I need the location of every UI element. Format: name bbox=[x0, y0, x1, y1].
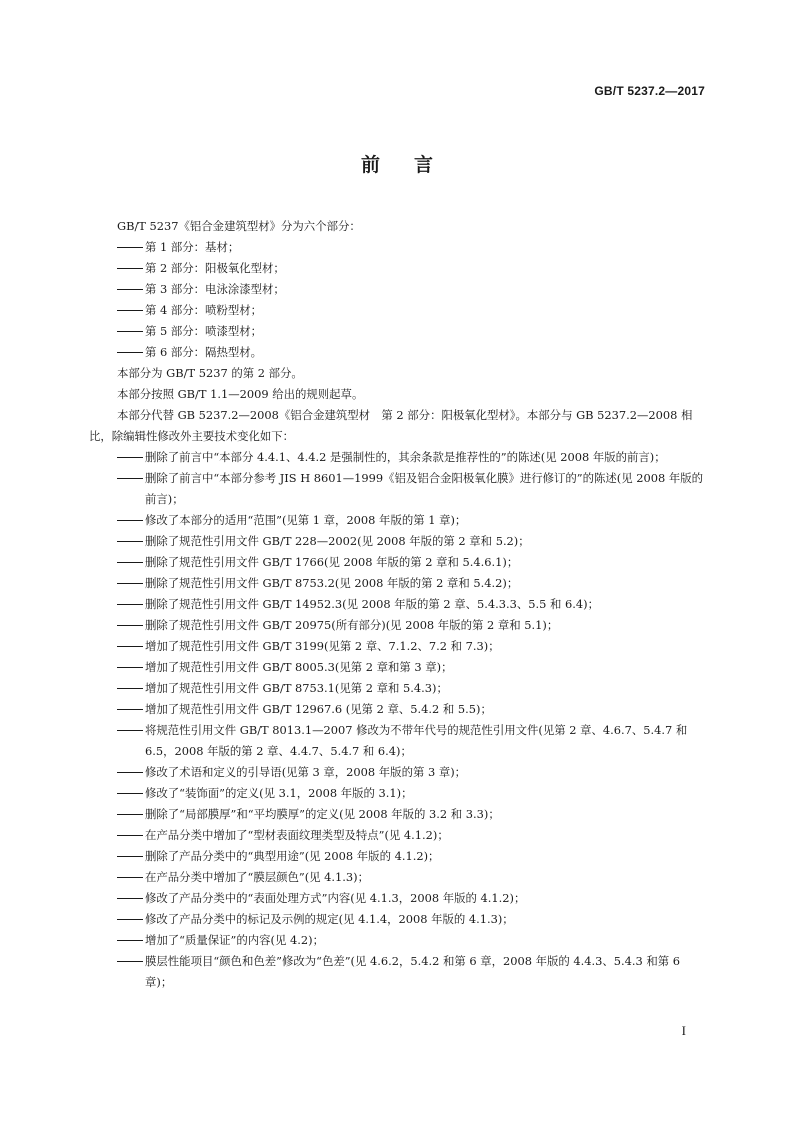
change-item: 增加了规范性引用文件 GB/T 8753.1(见第 2 章和 5.4.3)； bbox=[89, 678, 705, 699]
change-item: 在产品分类中增加了“膜层颜色”(见 4.1.3)； bbox=[89, 867, 705, 888]
list-item-part-1: 第 1 部分：基材； bbox=[89, 237, 705, 258]
replaces-statement: 本部分代替 GB 5237.2—2008《铝合金建筑型材 第 2 部分：阳极氧化型材》。本部分与 GB 5237.2—2008 相比，除编辑性修改外主要技术变化如下： bbox=[89, 408, 693, 443]
list-item-part-2: 第 2 部分：阳极氧化型材； bbox=[89, 258, 705, 279]
change-item: 修改了术语和定义的引导语(见第 3 章，2008 年版的第 3 章)； bbox=[89, 762, 705, 783]
list-item-part-3: 第 3 部分：电泳涂漆型材； bbox=[89, 279, 705, 300]
change-item: 修改了本部分的适用“范围”(见第 1 章，2008 年版的第 1 章)； bbox=[89, 510, 705, 531]
change-item: 在产品分类中增加了“型材表面纹理类型及特点”(见 4.1.2)； bbox=[89, 825, 705, 846]
page-number: I bbox=[681, 1023, 686, 1038]
change-item: 增加了规范性引用文件 GB/T 8005.3(见第 2 章和第 3 章)； bbox=[89, 657, 705, 678]
change-item: 删除了前言中“本部分 4.4.1、4.4.2 是强制性的，其余条款是推荐性的”的陈述(见 2008 年版的前言)； bbox=[89, 447, 705, 468]
change-item: 删除了规范性引用文件 GB/T 14952.3(见 2008 年版的第 2 章、5.4.3.3、5.5 和 6.4)； bbox=[89, 594, 705, 615]
change-item: 增加了规范性引用文件 GB/T 12967.6 (见第 2 章、5.4.2 和 5.5)； bbox=[89, 699, 705, 720]
change-item: 修改了产品分类中的“表面处理方式”内容(见 4.1.3，2008 年版的 4.1.2)； bbox=[89, 888, 705, 909]
series-statement: GB/T 5237《铝合金建筑型材》分为六个部分： bbox=[117, 219, 361, 233]
change-item: 删除了规范性引用文件 GB/T 8753.2(见 2008 年版的第 2 章和 5.4.2)； bbox=[89, 573, 705, 594]
change-item: 修改了产品分类中的标记及示例的规定(见 4.1.4，2008 年版的 4.1.3)； bbox=[89, 909, 705, 930]
drafting-rule-statement: 本部分按照 GB/T 1.1—2009 给出的规则起草。 bbox=[117, 387, 364, 401]
list-item-part-4: 第 4 部分：喷粉型材； bbox=[89, 300, 705, 321]
change-item: 修改了“装饰面”的定义(见 3.1，2008 年版的 3.1)； bbox=[89, 783, 705, 804]
standard-code: GB/T 5237.2—2017 bbox=[594, 84, 705, 98]
change-item: 增加了规范性引用文件 GB/T 3199(见第 2 章、7.1.2、7.2 和 7.3)； bbox=[89, 636, 705, 657]
document-body bbox=[89, 216, 705, 993]
this-part-statement: 本部分为 GB/T 5237 的第 2 部分。 bbox=[117, 366, 303, 380]
list-item-part-5: 第 5 部分：喷漆型材； bbox=[89, 321, 705, 342]
change-item: 删除了规范性引用文件 GB/T 1766(见 2008 年版的第 2 章和 5.4.6.1)； bbox=[89, 552, 705, 573]
change-item: 删除了规范性引用文件 GB/T 228—2002(见 2008 年版的第 2 章和 5.2)； bbox=[89, 531, 705, 552]
change-item: 膜层性能项目“颜色和色差”修改为“色差”(见 4.6.2，5.4.2 和第 6 章，2008 年版的 4.4.3、5.4.3 和第 6 章)； bbox=[89, 951, 705, 993]
change-item: 删除了前言中“本部分参考 JIS H 8601—1999《铝及铝合金阳极氧化膜》进行修订的”的陈述(见 2008 年版的前言)； bbox=[89, 468, 705, 510]
change-item: 删除了产品分类中的“典型用途”(见 2008 年版的 4.1.2)； bbox=[89, 846, 705, 867]
change-item: 增加了“质量保证”的内容(见 4.2)； bbox=[89, 930, 705, 951]
change-item: 删除了“局部膜厚”和“平均膜厚”的定义(见 2008 年版的 3.2 和 3.3)； bbox=[89, 804, 705, 825]
change-item: 将规范性引用文件 GB/T 8013.1—2007 修改为不带年代号的规范性引用文件(见第 2 章、4.6.7、5.4.7 和 6.5，2008 年版的第 2 章、4.4.7、5.4.7 和 6.4)； bbox=[89, 720, 705, 762]
change-item: 删除了规范性引用文件 GB/T 20975(所有部分)(见 2008 年版的第 2 章和 5.1)； bbox=[89, 615, 705, 636]
list-item-part-6: 第 6 部分：隔热型材。 bbox=[89, 342, 705, 363]
page-title: 前言 bbox=[360, 154, 467, 176]
